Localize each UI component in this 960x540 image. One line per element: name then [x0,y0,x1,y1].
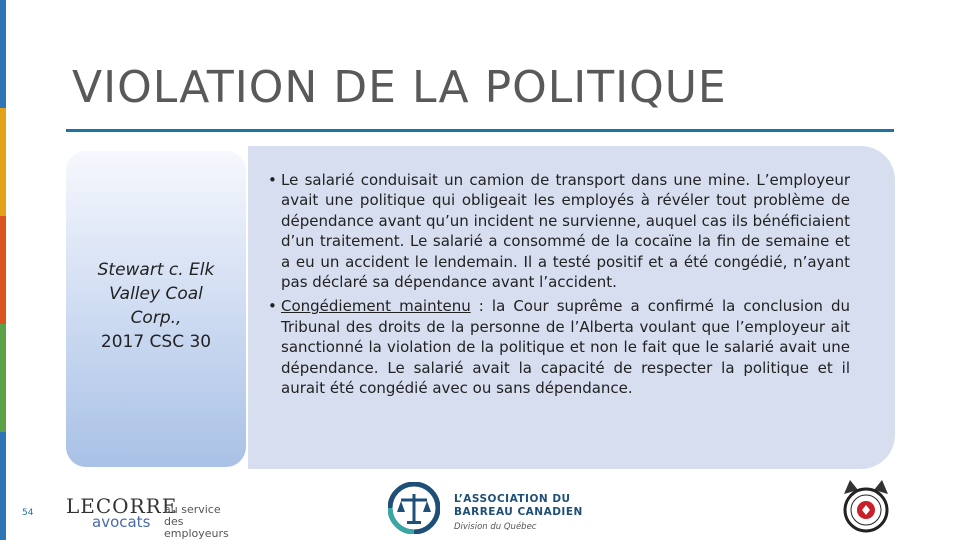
accent-bar-orange [0,216,6,324]
case-citation: 2017 CSC 30 [100,332,212,352]
bullet-item [268,296,850,398]
case-name-line1: Stewart c. Elk [97,260,215,280]
accent-bar-blue-top [0,0,6,108]
slide-title: VIOLATION DE LA POLITIQUE [72,62,727,113]
scales-of-justice-icon [388,482,440,534]
lecorre-subtitle: avocats [92,513,151,531]
bullet-underlined-text: Congédiement maintenu [281,297,471,316]
cba-name-line1: L’ASSOCIATION DU [454,493,571,505]
bullet-marker: • [268,171,277,189]
lecorre-logo [66,494,246,540]
case-reference [66,258,246,354]
accent-bar-yellow [0,108,6,216]
cba-name-line2: BARREAU CANADIEN [454,506,583,518]
bullet-item [268,170,850,292]
lecorre-name: LECORRE [66,494,178,518]
case-name-line2: Valley Coal [109,284,203,304]
case-name-line3: Corp., [130,308,182,328]
cba-name [454,493,583,519]
bullet-list [268,170,850,398]
accent-bar-blue-bottom [0,432,6,540]
cba-division: Division du Québec [454,522,537,532]
accent-bar-green [0,324,6,432]
bullet-text: Le salarié conduisait un camion de transport dans une mine. L’employeur avait une politique qui obligeait les employés à révéler tout problème de dépendance avant qu’un incident ne survienne, auquel cas ils bénéficiaient d’un traitement. Le salarié a consommé de la cocaïne la fin de semaine et a eu un accident le lendemain. Il a testé positif et a été congédié, n’ayant pas déclaré sa dépendance avant l’accident. [281,171,850,292]
bullet-text: : la Cour suprême a confirmé la conclusion du Tribunal des droits de la personne de l’Alberta voulant que l’employeur ait sanctionné la violation de la politique et non le fait que le salarié avait une dépendance. Le salarié avait la capacité de respecter la politique et il aurait été congédié avec ou sans dépendance. [281,297,850,398]
lecorre-tagline-line2: des employeurs [164,515,229,540]
title-underline [66,129,894,132]
union-seal-icon [836,474,896,534]
lecorre-tagline-line1: au service [164,503,221,516]
page-number: 54 [22,508,34,518]
lecorre-tagline [164,504,246,540]
bullet-marker: • [268,297,277,316]
